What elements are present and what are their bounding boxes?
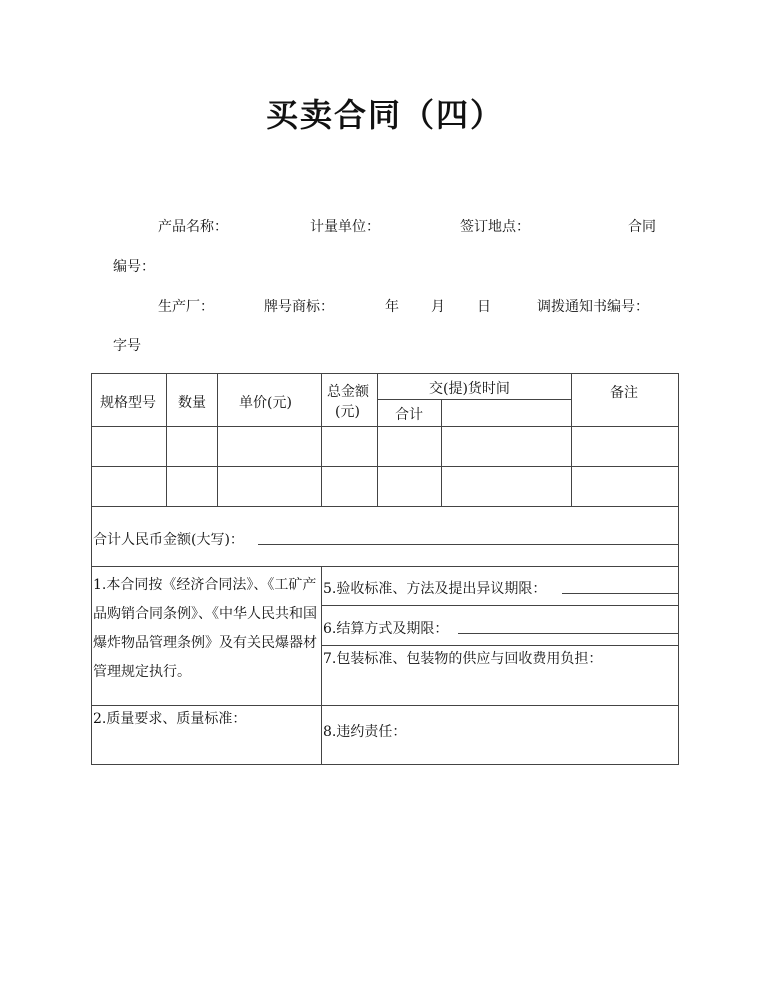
- grid-line: [92, 566, 678, 567]
- word-no-label: 字号: [113, 338, 141, 354]
- product-name-label: 产品名称：: [158, 219, 228, 235]
- grid-line: [321, 374, 322, 506]
- notice-no-label: 调拨通知书编号：: [537, 299, 649, 315]
- grid-line: [322, 605, 678, 606]
- sign-place-label: 签订地点：: [460, 219, 530, 235]
- grid-line: [571, 374, 572, 506]
- clause-6-underline: [458, 633, 678, 634]
- grid-line: [377, 399, 571, 400]
- grid-line: [322, 645, 678, 646]
- clause-6: 6.结算方式及期限：: [323, 621, 449, 637]
- grid-line: [92, 506, 678, 507]
- header-remarks: 备注: [610, 385, 638, 401]
- header-total-line2: (元): [335, 404, 360, 420]
- document-title: 买卖合同（四）: [265, 96, 504, 134]
- month-label: 月: [431, 299, 445, 315]
- grid-line: [441, 399, 442, 506]
- clause-7: 7.包装标准、包装物的供应与回收费用负担：: [323, 651, 603, 667]
- header-total-line1: 总金额: [327, 384, 369, 400]
- header-unit-price: 单价(元): [239, 395, 292, 411]
- header-spec: 规格型号: [100, 395, 156, 411]
- grid-line: [217, 374, 218, 506]
- day-label: 日: [477, 299, 491, 315]
- total-rmb-underline: [258, 544, 678, 545]
- unit-label: 计量单位：: [310, 219, 380, 235]
- manufacturer-label: 生产厂：: [158, 299, 214, 315]
- clause-5-underline: [562, 593, 678, 594]
- total-rmb-label: 合计人民币金额(大写)：: [93, 532, 244, 548]
- clause-5: 5.验收标准、方法及提出异议期限：: [323, 581, 547, 597]
- grid-line: [377, 374, 378, 506]
- header-delivery-time: 交(提)货时间: [429, 381, 510, 397]
- contract-no-label-part1: 合同: [628, 219, 656, 235]
- grid-line: [321, 566, 322, 764]
- grid-line: [92, 705, 678, 706]
- clause-2: 2.质量要求、质量标准：: [93, 711, 247, 727]
- year-label: 年: [385, 299, 399, 315]
- header-subtotal: 合计: [395, 407, 423, 423]
- grid-line: [166, 374, 167, 506]
- contract-no-label-part2: 编号：: [113, 259, 155, 275]
- clause-8: 8.违约责任：: [323, 724, 407, 740]
- clause-1: 1.本合同按《经济合同法》、《工矿产品购销合同条例》、《中华人民共和国爆炸物品管理条例》及有关民爆器材管理规定执行。: [93, 577, 317, 680]
- brand-label: 牌号商标：: [264, 299, 334, 315]
- header-quantity: 数量: [178, 395, 206, 411]
- grid-line: [92, 426, 678, 427]
- grid-line: [92, 466, 678, 467]
- contract-table: [91, 373, 679, 765]
